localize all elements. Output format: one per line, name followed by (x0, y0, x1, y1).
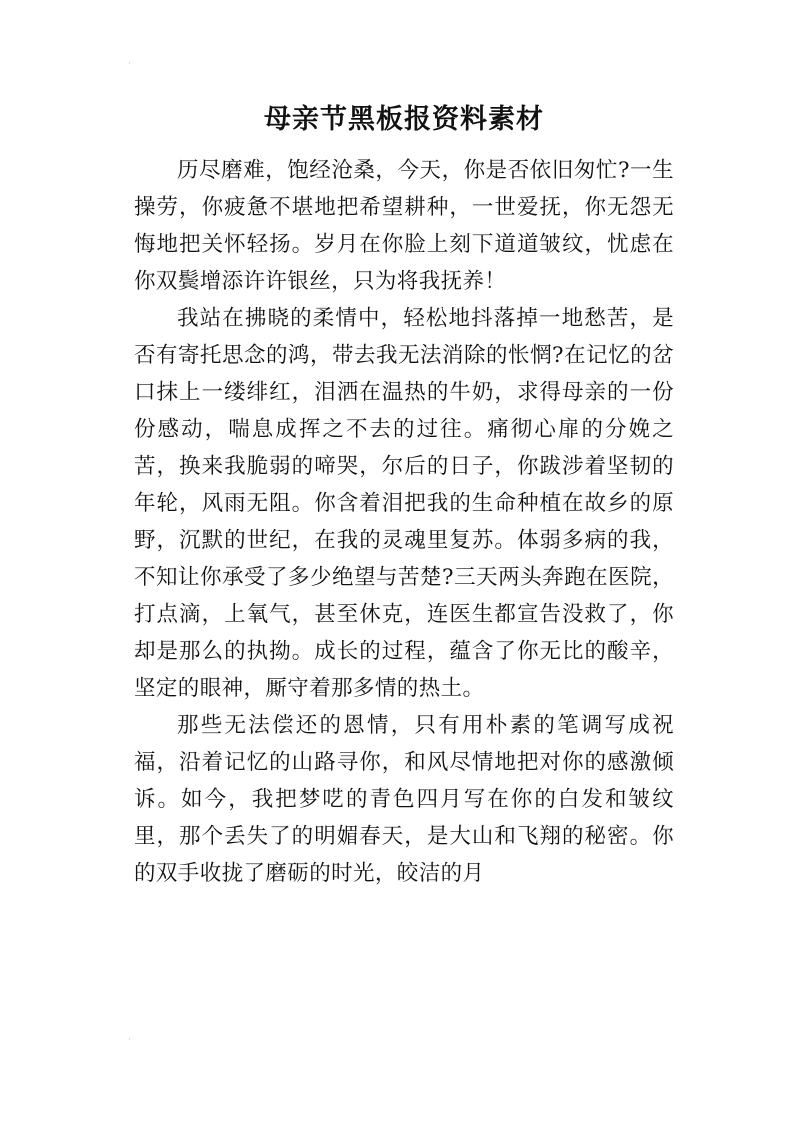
document-body (134, 152, 674, 892)
crop-mark-top: · (128, 59, 131, 69)
paragraph-3: 那些无法偿还的恩情，只有用朴素的笔调写成祝福，沿着记忆的山路寻你，和风尽情地把对你的感激倾诉。如今，我把梦呓的青色四月写在你的白发和皱纹里，那个丢失了的明媚春天，是大山和飞翔的秘密。你的双手收拢了磨砺的时光，皎洁的月 (134, 713, 674, 886)
document-title: 母亲节黑板报资料素材 (264, 104, 544, 135)
crop-mark-bottom: · (128, 1035, 131, 1045)
paragraph-2: 我站在拂晓的柔情中，轻松地抖落掉一地愁苦，是否有寄托思念的鸿，带去我无法消除的怅惘?在记忆的岔口抹上一缕绯红，泪洒在温热的牛奶，求得母亲的一份份感动，喘息成挥之不去的过往。痛彻心扉的分娩之苦，换来我脆弱的啼哭，尔后的日子，你跋涉着坚韧的年轮，风雨无阻。你含着泪把我的生命种植在故乡的原野，沉默的世纪，在我的灵魂里复苏。体弱多病的我，不知让你承受了多少绝望与苦楚?三天两头奔跑在医院，打点滴，上氧气，甚至休克，连医生都宣告没救了，你却是那么的执拗。成长的过程，蕴含了你无比的酸辛，坚定的眼神，厮守着那多情的热土。 (134, 306, 674, 701)
document-page (134, 100, 674, 892)
paragraph-1: 历尽磨难，饱经沧桑，今天，你是否依旧匆忙?一生操劳，你疲惫不堪地把希望耕种，一世爱抚，你无怨无悔地把关怀轻扬。岁月在你脸上刻下道道皱纹，忧虑在你双鬓增添许许银丝，只为将我抚养！ (134, 158, 674, 294)
